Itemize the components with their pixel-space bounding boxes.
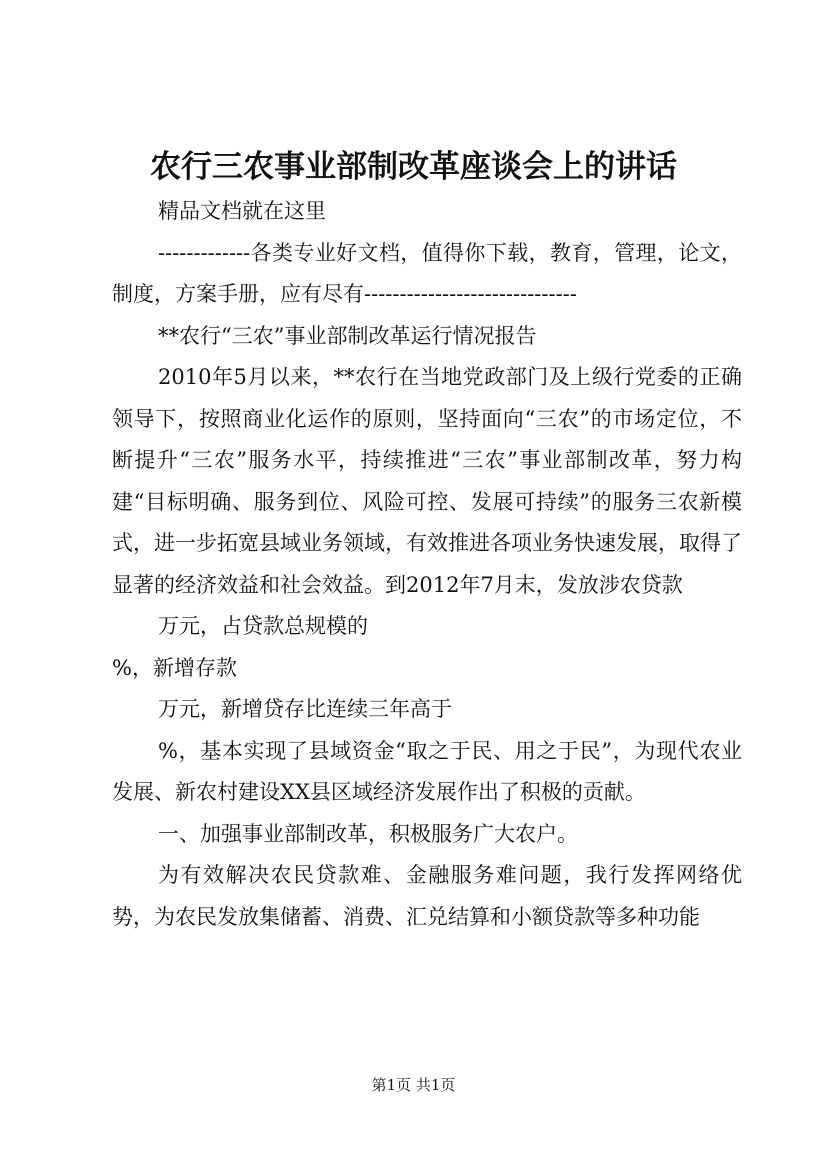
- paragraph-report-title: **农行“三农”事业部制改革运行情况报告: [158, 323, 537, 348]
- paragraph-network-advantage: 为有效解决农民贷款难、金融服务难问题，我行发挥网络优势，为农民发放集储蓄、消费、汇兑结算和小额贷款等多种功能: [112, 863, 742, 929]
- page-footer: 第1页 共1页: [371, 1076, 456, 1094]
- section-heading-1: 一、加强事业部制改革，积极服务广大农户。: [158, 821, 578, 846]
- document-title: 农行三农事业部制改革座谈会上的讲话: [150, 149, 677, 185]
- paragraph-intro: 2010年5月以来，**农行在当地党政部门及上级行党委的正确领导下，按照商业化运作的原则，坚持面向“三农”的市场定位，不断提升“三农”服务水平，持续推进“三农”事业部制改革，努力构建“目标明确、服务到位、风险可控、发展可持续”的服务三农新模式，进一步拓宽县域业务领域，有效推进各项业务快速发展，取得了显著的经济效益和社会效益。到2012年7月末，发放涉农贷款: [112, 365, 742, 597]
- paragraph-loan-share: 万元，占贷款总规模的: [158, 614, 368, 638]
- paragraph-loan-deposit-ratio: 万元，新增贷存比连续三年高于: [158, 697, 452, 721]
- paragraph-tagline: 精品文档就在这里: [158, 199, 326, 223]
- paragraph-new-deposits: %，新增存款: [112, 655, 237, 680]
- document-body: [112, 191, 742, 938]
- paragraph-achievement: %，基本实现了县域资金“取之于民、用之于民”，为现代农业发展、新农村建设XX县区域经济发展作出了积极的贡献。: [112, 738, 742, 804]
- paragraph-promo: -------------各类专业好文档，值得你下载，教育，管理，论文，制度，方案手册，应有尽有------------------------------: [112, 240, 742, 306]
